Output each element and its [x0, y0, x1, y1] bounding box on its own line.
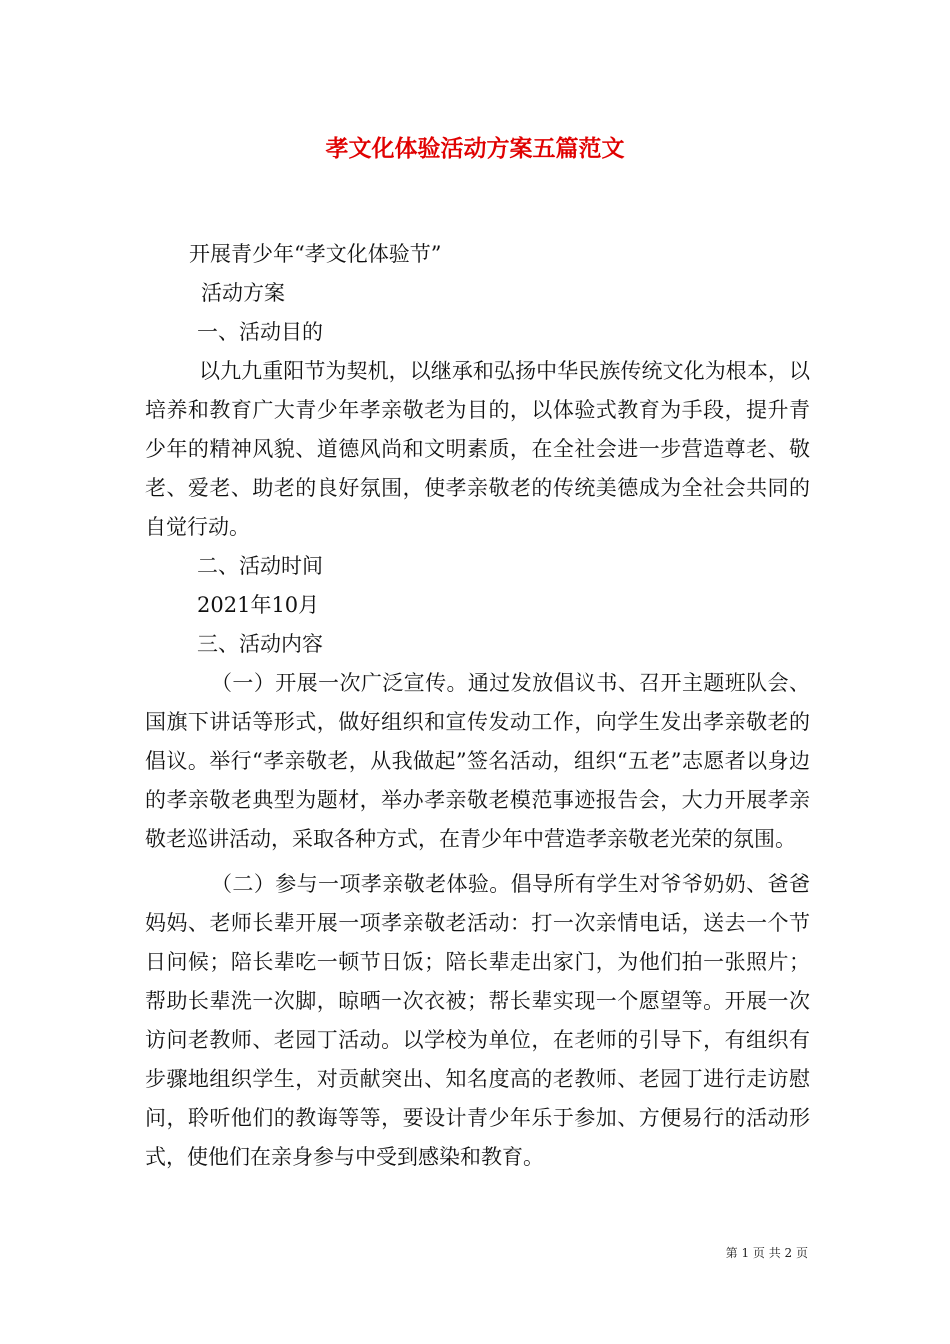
paragraph-purpose: 以九九重阳节为契机，以继承和弘扬中华民族传统文化为根本，以培养和教育广大青少年孝亲敬老为目的，以体验式教育为手段，提升青少年的精神风貌、道德风尚和文明素质，在全社会进一步营造尊老、敬老、爱老、助老的良好氛围，使孝亲敬老的传统美德成为全社会共同的自觉行动。	[145, 359, 810, 539]
subtitle-line-2: 活动方案	[201, 281, 285, 305]
section-heading-time: 二、活动时间	[197, 554, 323, 578]
date-text: 2021年10月	[197, 593, 320, 617]
paragraph-content-1: （一）开展一次广泛宣传。通过发放倡议书、召开主题班队会、国旗下讲话等形式，做好组织和宣传发动工作，向学生发出孝亲敬老的倡议。举行“孝亲敬老，从我做起”签名活动，组织“五老”志愿者以身边的孝亲敬老典型为题材，举办孝亲敬老模范事迹报告会，大力开展孝亲敬老巡讲活动，采取各种方式，在青少年中营造孝亲敬老光荣的氛围。	[145, 671, 810, 851]
section-heading-purpose: 一、活动目的	[197, 320, 323, 344]
page-number: 第 1 页 共 2 页	[725, 1246, 808, 1260]
paragraph-content-2: （二）参与一项孝亲敬老体验。倡导所有学生对爷爷奶奶、爸爸妈妈、老师长辈开展一项孝亲敬老活动：打一次亲情电话，送去一个节日问候；陪长辈吃一顿节日饭；陪长辈走出家门，为他们拍一张照片；帮助长辈洗一次脚，晾晒一次衣被；帮长辈实现一个愿望等。开展一次访问老教师、老园丁活动。以学校为单位，在老师的引导下，有组织有步骤地组织学生，对贡献突出、知名度高的老教师、老园丁进行走访慰问，聆听他们的教诲等等，要设计青少年乐于参加、方便易行的活动形式，使他们在亲身参与中受到感染和教育。	[145, 872, 810, 1169]
document-title: 孝文化体验活动方案五篇范文	[325, 136, 625, 162]
section-heading-content: 三、活动内容	[197, 632, 323, 656]
subtitle-line-1: 开展青少年“孝文化体验节”	[189, 242, 442, 266]
document-body	[145, 235, 810, 1177]
